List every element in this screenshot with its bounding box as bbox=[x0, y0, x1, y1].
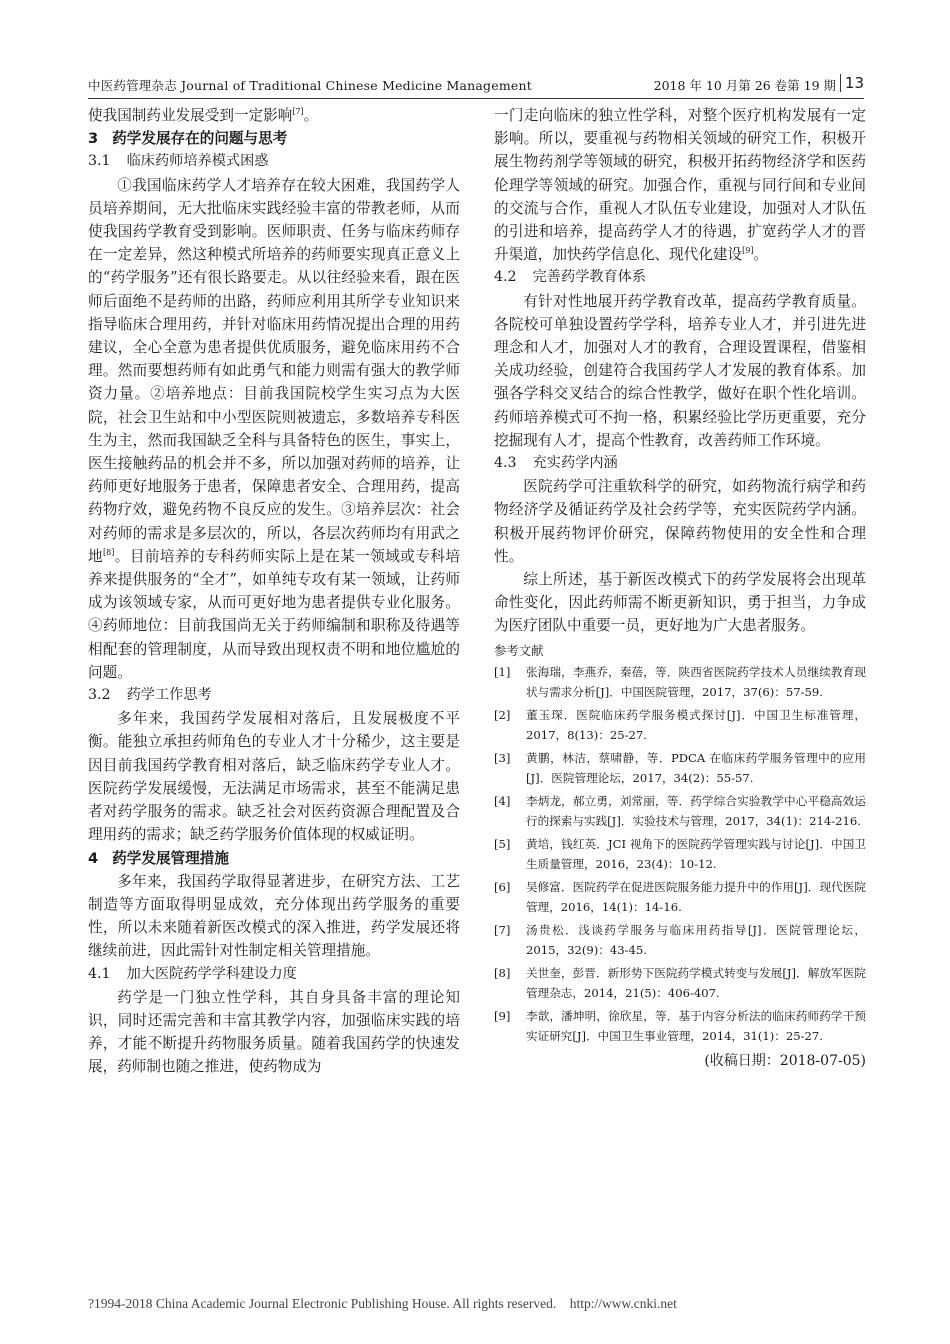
section-number: 4.1 bbox=[88, 965, 111, 982]
paragraph-text: 综上所述，基于新医改模式下的药学发展将会出现革命性变化，因此药师需不断更新知识，勇于担当，力争成为医疗团队中重要一员，更好地为广大患者服务。 bbox=[494, 571, 866, 635]
citation: [8] bbox=[103, 548, 115, 557]
reference-number: [8] bbox=[494, 965, 511, 980]
reference-text: 董玉琛．医院临床药学服务模式探讨[J]．中国卫生标准管理，2017，8(13)：25-27. bbox=[526, 707, 866, 743]
reference-item bbox=[494, 705, 866, 746]
reference-number: [7] bbox=[494, 922, 511, 937]
reference-number: [3] bbox=[494, 750, 511, 765]
journal-title: 中医药管理杂志 Journal of Traditional Chinese Medicine Management bbox=[88, 78, 532, 93]
references-title: 参考文献 bbox=[494, 642, 544, 658]
reference-number: [2] bbox=[494, 707, 511, 722]
section-number: 4.2 bbox=[494, 269, 517, 286]
paragraph-text: 使我国制药业发展受到一定影响 bbox=[88, 107, 293, 124]
reference-number: [1] bbox=[494, 664, 511, 679]
reference-text: 关世奎，彭晋．新形势下医院药学模式转变与发展[J]．解放军医院管理杂志，2014，21(5)：406-407. bbox=[526, 965, 866, 1001]
reference-number: [5] bbox=[494, 836, 511, 851]
section-title: 充实药学内涵 bbox=[532, 455, 618, 472]
subsection-heading bbox=[494, 452, 866, 475]
reference-text: 汤贵松．浅谈药学服务与临床用药指导[J]．医院管理论坛，2015，32(9)：43-45. bbox=[526, 922, 866, 958]
running-header bbox=[88, 72, 864, 98]
subsection-heading bbox=[88, 150, 460, 173]
reference-item bbox=[494, 791, 866, 832]
reference-text: 李炳龙，郝立勇，刘常丽，等．药学综合实验教学中心平稳高效运行的探索与实践[J]．实验技术与管理，2017，34(1)：214-216. bbox=[526, 793, 866, 829]
paragraph-text: 多年来，我国药学发展相对落后，且发展极度不平衡。能独立承担药师角色的专业人才十分稀少，这主要是因目前我国药学教育相对落后，缺乏临床药学专业人才。医院药学发展缓慢，无法满足市场需求，甚至不能满足患者对药学服务的需求。缺乏社会对医药资源合理配置及合理用药的需求；缺乏药学服务价值体现的权威证明。 bbox=[88, 710, 460, 844]
paragraph-text: 药学是一门独立性学科，其自身具备丰富的理论知识，同时还需完善和丰富其教学内容，加强临床实践的培养，才能不断提升药物服务质量。随着我国药学的快速发展，药师制也随之推进，使药物成为 bbox=[88, 988, 460, 1076]
subsection-heading bbox=[494, 266, 866, 289]
section-title: 完善药学教育体系 bbox=[532, 269, 647, 286]
section-number: 4 bbox=[88, 849, 99, 867]
section-heading bbox=[88, 127, 460, 150]
copyright-footer: ?1994-2018 China Academic Journal Electronic Publishing House. All rights reserved. http://www.cnki.net bbox=[88, 1296, 677, 1311]
section-title: 药学发展存在的问题与思考 bbox=[112, 130, 288, 148]
section-title: 加大医院药学学科建设力度 bbox=[126, 965, 297, 982]
citation: [9] bbox=[742, 246, 754, 256]
paragraph bbox=[494, 475, 866, 568]
paragraph bbox=[88, 104, 460, 127]
paragraph-text: 。目前培养的专科药师实际上是在某一领域或专科培养来提供服务的“全才”，如单纯专攻有某一领域，让药师成为该领域专家，从而可更好地为患者提供专业化服务。④药师地位：目前我国尚无关于药师编制和职称及待遇等相配套的管理制度，从而导致出现权责不明和地位尴尬的问题。 bbox=[88, 547, 460, 681]
reference-number: [9] bbox=[494, 1008, 511, 1023]
reference-number: [6] bbox=[494, 879, 511, 894]
paragraph-text: 。 bbox=[303, 107, 319, 124]
subsection-heading bbox=[88, 684, 460, 707]
paragraph-text: 。 bbox=[753, 246, 769, 264]
paragraph-text: 多年来，我国药学取得显著进步，在研究方法、工艺制造等方面取得明显成效，充分体现出药学服务的重要性，所以未来随着新医改模式的深入推进，药学发展还将继续前进，因此需针对性制定相关管理措施。 bbox=[88, 872, 460, 960]
paragraph bbox=[494, 568, 866, 638]
paragraph-text: 医院药学可注重软科学的研究，如药物流行病学和药物经济学及循证药学及社会药学等，充实医院药学内涵。积极开展药物评价研究，保障药物使用的安全性和合理性。 bbox=[494, 478, 866, 565]
paragraph-text: 一门走向临床的独立性学科，对整个医疗机构发展有一定影响。所以，要重视与药物相关领域的研究工作，积极开展生物药剂学等领域的研究，积极开拓药物经济学和医药伦理学等领域的研究。加强合作，重视与同行间和专业间的交流与合作，重视人才队伍专业建设，加强对人才队伍的引进和培养，提高药学人才的待遇，扩宽药学人才的晋升渠道，加快药学信息化、现代化建设 bbox=[494, 107, 866, 264]
reference-item bbox=[494, 920, 866, 961]
reference-text: 李歆，潘坤明，徐欣星，等．基于内容分析法的临床药师药学干预实证研究[J]．中国卫生事业管理，2014，31(1)：25-27. bbox=[526, 1008, 866, 1044]
section-number: 3 bbox=[88, 130, 99, 148]
section-title: 药学工作思考 bbox=[126, 687, 212, 704]
header-rule bbox=[88, 98, 864, 99]
citation: [7] bbox=[292, 107, 304, 117]
left-column bbox=[88, 104, 460, 1079]
section-number: 3.1 bbox=[88, 153, 111, 170]
section-title: 临床药师培养模式困惑 bbox=[126, 153, 269, 170]
paragraph bbox=[494, 290, 866, 452]
right-column bbox=[494, 104, 866, 1073]
reference-list bbox=[494, 662, 866, 1047]
paragraph bbox=[494, 104, 866, 266]
subsection-heading bbox=[88, 963, 460, 986]
paragraph-text: 有针对性地展开药学教育改革，提高药学教育质量。各院校可单独设置药学学科，培养专业人才，并引进先进理念和人才，加强对人才的教育，合理设置课程，借鉴相关成功经验，创建符合我国药学人才发展的教育体系。加强各学科交叉结合的综合性教学，做好在职个性化培训。药师培养模式可不拘一格，积累经验比学历更重要，充分挖掘现有人才，提高个性教育，改善药师工作环境。 bbox=[494, 292, 866, 449]
paragraph-text: ①我国临床药学人才培养存在较大困难，我国药学人员培养期间，无大批临床实践经验丰富的带教老师，从而使我国药学教育受到影响。医师职责、任务与临床药师存在一定差异，然这种模式所培养的药师要实现真正意义上的“药学服务”还有很长路要走。从以往经验来看，跟在医师后面绝不是药师的出路，药师应利用其所学专业知识来指导临床合理用药，并针对临床用药情况提出合理的用药建议，全心全意为患者提供优质服务，避免临床用药不合理。然而要想药师有如此勇气和能力则需有强大的教学师资力量。②培养地点：目前我国院校学生实习点为大医院，社会卫生站和中小型医院则被遗忘，多数培养专科医生为主，然而我国缺乏全科与具备特色的医生，事实上，医生接触药品的机会并不多，所以加强对药师的培养，让药师更好地服务于患者，保障患者安全、合理用药，提高药物疗效，避免药物不良反应的发生。③培养层次：社会对药师的需求是多层次的，所以，各层次药师均有用武之地 bbox=[88, 176, 460, 565]
reference-text: 张海瑞，李燕乔，秦蓓，等．陕西省医院药学技术人员继续教育现状与需求分析[J]．中国医院管理，2017，37(6)：57-59. bbox=[526, 664, 866, 700]
section-heading bbox=[88, 847, 460, 870]
paragraph bbox=[88, 707, 460, 846]
section-title: 药学发展管理措施 bbox=[112, 849, 229, 867]
section-number: 3.2 bbox=[88, 687, 111, 704]
reference-item bbox=[494, 1006, 866, 1047]
section-number: 4.3 bbox=[494, 455, 517, 472]
reference-item bbox=[494, 834, 866, 875]
paragraph bbox=[88, 174, 460, 684]
reference-item bbox=[494, 877, 866, 918]
issue-info: 2018 年 10 月第 26 卷第 19 期 bbox=[653, 78, 836, 93]
reference-item bbox=[494, 662, 866, 703]
reference-item bbox=[494, 963, 866, 1004]
reference-number: [4] bbox=[494, 793, 511, 808]
paragraph bbox=[88, 986, 460, 1079]
received-date: (收稿日期：2018-07-05) bbox=[704, 1052, 866, 1069]
paragraph bbox=[88, 870, 460, 963]
reference-item bbox=[494, 748, 866, 789]
reference-text: 吴修富．医院药学在促进医院服务能力提升中的作用[J]．现代医院管理，2016，14(1)：14-16. bbox=[526, 879, 866, 915]
reference-text: 黄培，钱红英．JCI 视角下的医院药学管理实践与讨论[J]．中国卫生质量管理，2016，23(4)：10-12. bbox=[526, 836, 866, 872]
page-number: 13 bbox=[840, 74, 864, 92]
reference-text: 黄鹏，林洁，蔡啸静，等．PDCA 在临床药学服务管理中的应用[J]．医院管理论坛，2017，34(2)：55-57. bbox=[526, 750, 866, 786]
